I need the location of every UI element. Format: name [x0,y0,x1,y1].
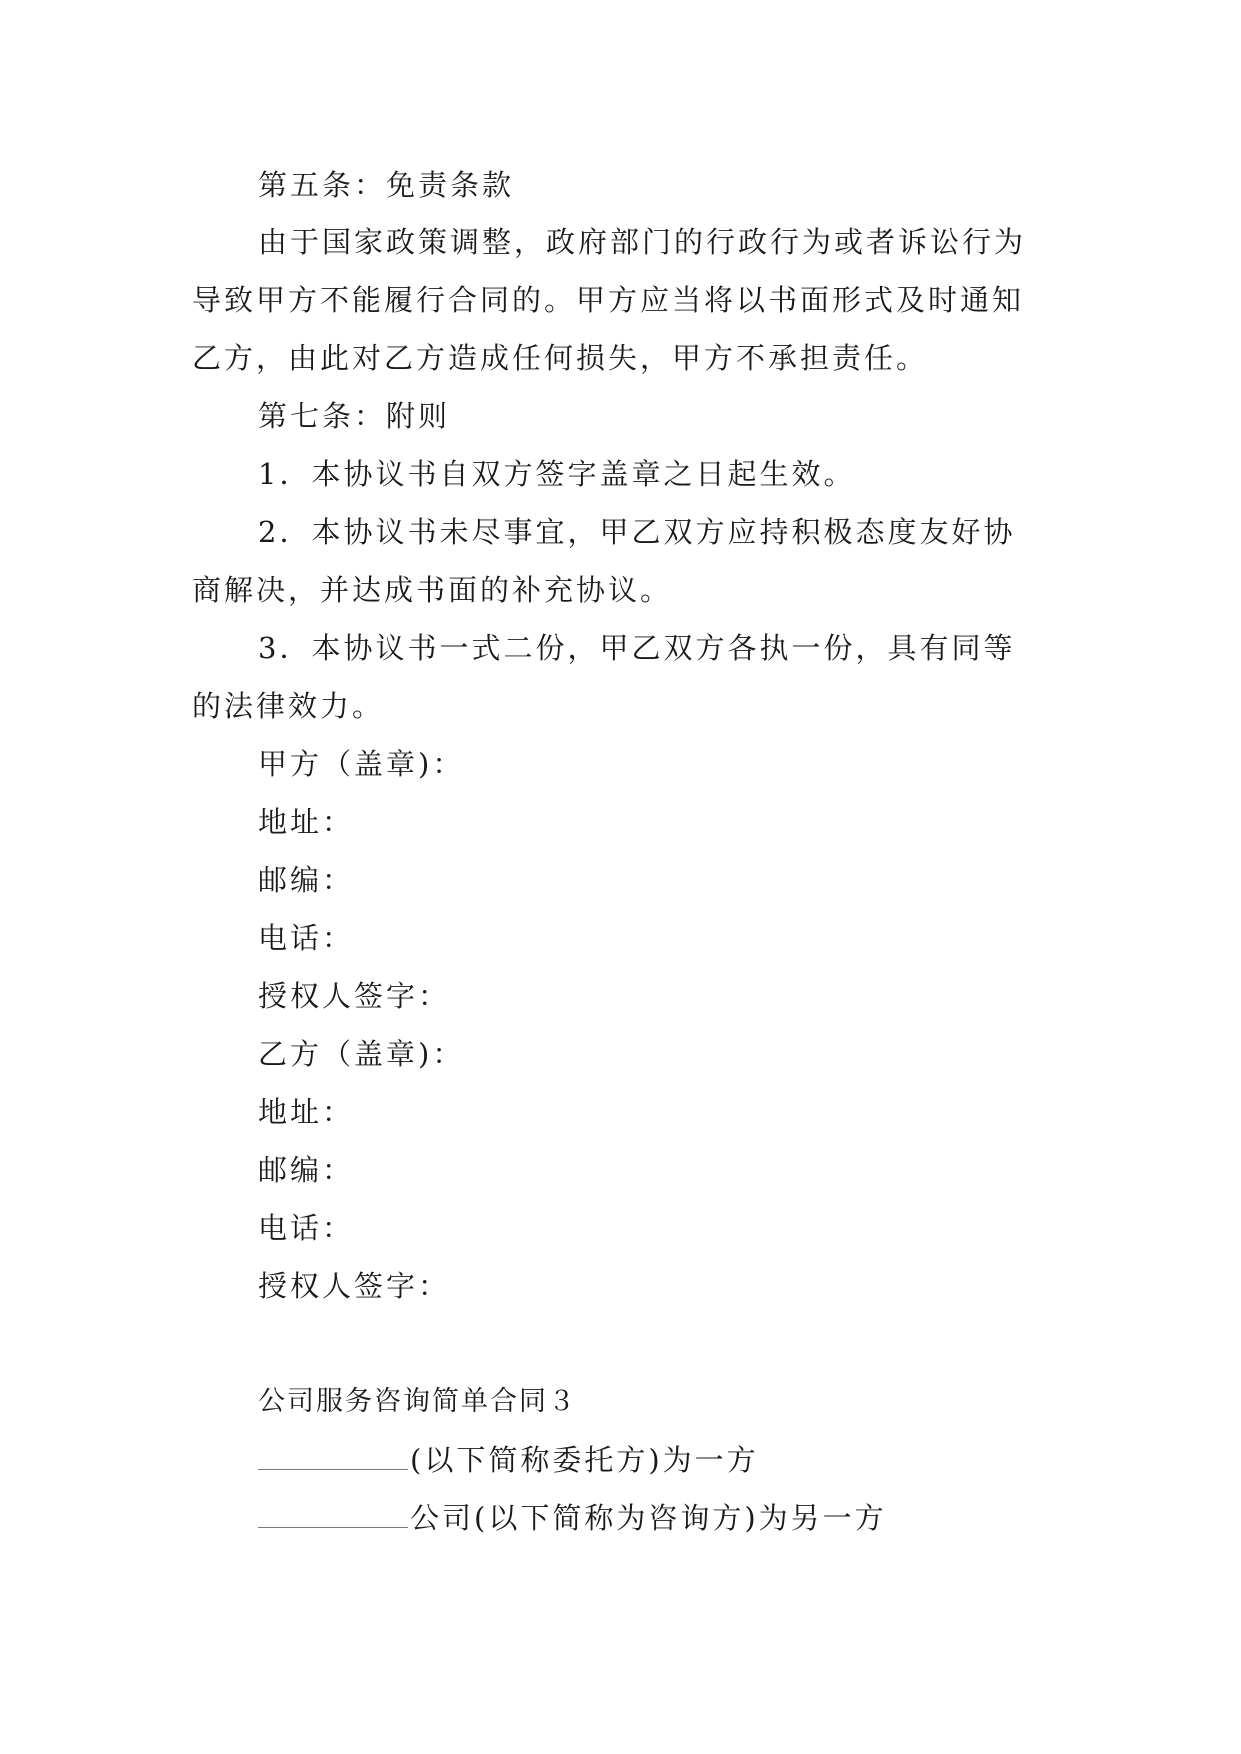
contract-3-line-1-text: (以下简称委托方)为一方 [410,1443,759,1477]
clause-1: 1．本协议书自双方签字盖章之日起生效。 [258,457,856,491]
party-a-phone-label: 电话： [258,921,355,955]
clause-3-line-2: 的法律效力。 [192,689,385,723]
party-a-seal-label: 甲方（盖章)： [258,747,465,781]
party-a-signature-label: 授权人签字： [258,979,451,1013]
party-b-postcode-label: 邮编： [258,1153,355,1187]
consultant-name-blank [258,1501,408,1528]
contract-3-line-2 [258,1498,887,1538]
clause-2-line-2: 商解决，并达成书面的补充协议。 [192,573,673,607]
article5-body-line-1: 由于国家政策调整，政府部门的行政行为或者诉讼行为 [258,225,1027,259]
contract-3-line-1 [258,1440,759,1480]
party-b-phone-label: 电话： [258,1211,355,1245]
contract-3-line-2-text: 公司(以下简称为咨询方)为另一方 [410,1501,887,1535]
contract-3-title: 公司服务咨询简单合同３ [258,1386,577,1417]
clause-3-line-1: 3．本协议书一式二份，甲乙双方各执一份，具有同等 [258,631,1016,665]
party-a-postcode-label: 邮编： [258,863,355,897]
party-b-seal-label: 乙方（盖章)： [258,1037,465,1071]
article5-body-line-3: 乙方，由此对乙方造成任何损失，甲方不承担责任。 [192,341,929,375]
article5-title: 第五条：免责条款 [258,168,515,202]
article7-title: 第七条：附则 [258,399,451,433]
party-b-signature-label: 授权人签字： [258,1269,451,1303]
party-b-address-label: 地址： [258,1095,355,1129]
clause-2-line-1: 2．本协议书未尽事宜，甲乙双方应持积极态度友好协 [258,515,1016,549]
party-a-address-label: 地址： [258,805,355,839]
client-name-blank [258,1443,408,1470]
article5-body-line-2: 导致甲方不能履行合同的。甲方应当将以书面形式及时通知 [192,283,1025,317]
